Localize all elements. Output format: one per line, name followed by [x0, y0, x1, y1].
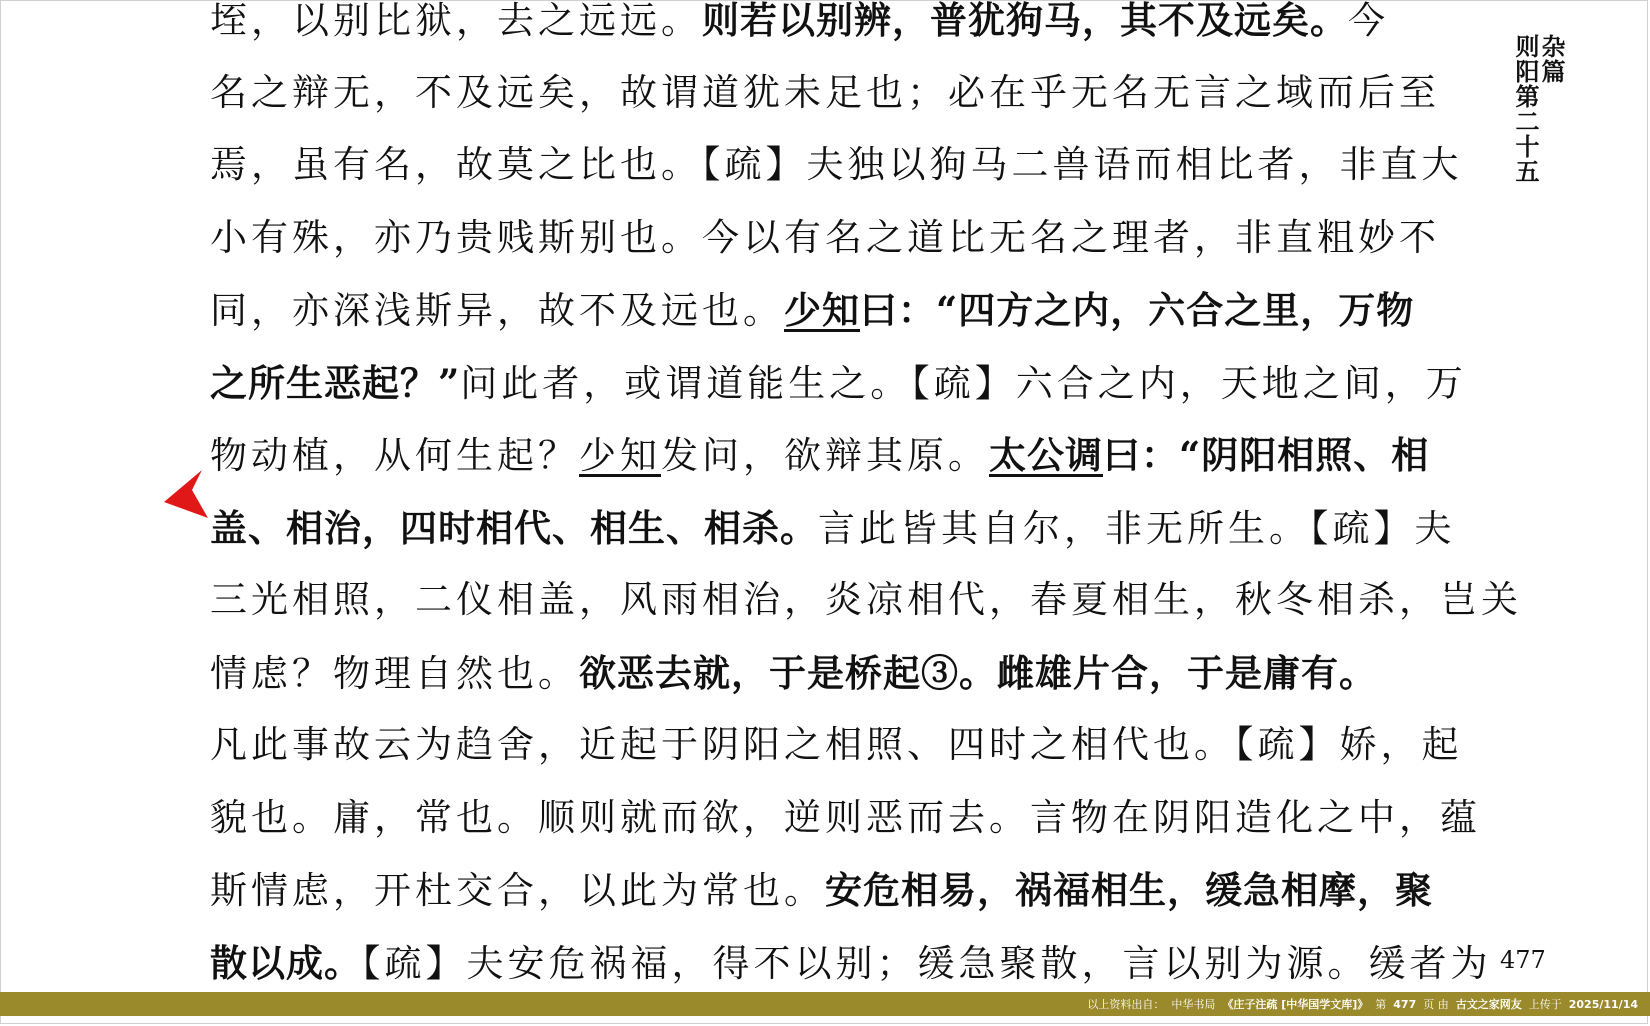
footer-page-prefix: 第: [1375, 998, 1387, 1011]
main-text: 则若以别辨，普犹狗马，其不及远矣。: [702, 0, 1348, 42]
commentary-text: 貌也。庸，常也。顺则就而欲，逆则恶而去。言物在阴阳造化之中，蕴: [210, 795, 1481, 839]
commentary-text: 发问，欲辩其原。: [661, 434, 989, 477]
commentary-text: 同，亦深浅斯异，故不及远也。: [210, 289, 784, 332]
text-line: [210, 433, 1429, 477]
commentary-text: 小有殊，亦乃贵贱斯别也。今以有名之道比无名之理者，非直粗妙不: [210, 215, 1440, 259]
footer-book: 《庄子注疏 [中华国学文库]》: [1222, 998, 1369, 1011]
main-text: 之所生恶起？”: [210, 360, 461, 405]
main-text: 曰：“阴阳相照、相: [1103, 433, 1430, 477]
commentary-text: 情虑？物理自然也。: [210, 651, 579, 695]
underlined-name: 少知: [784, 288, 860, 332]
text-line: [210, 941, 1492, 985]
main-text: 欲恶去就，于是桥起③。雌雄片合，于是庸有。: [579, 650, 1377, 695]
commentary-text: 物动植，从何生起？: [210, 434, 579, 477]
text-line: [210, 868, 1433, 912]
underlined-name: 太公调: [989, 433, 1103, 477]
text-line: [210, 288, 1414, 332]
red-arrow-pointer-icon: [162, 468, 210, 520]
commentary-text: 【疏】夫安危祸福，得不以别；缓急聚散，言以别为源。缓者为: [362, 941, 1492, 985]
footer-uploaded-label: 上传于: [1528, 998, 1562, 1011]
text-line: [210, 578, 1522, 622]
main-text: 曰：“四方之内，六合之里，万物: [860, 288, 1415, 332]
text-line: [210, 0, 1389, 42]
commentary-text: 焉，虽有名，故莫之比也。【疏】夫独以狗马二兽语而相比者，非直大: [210, 143, 1463, 186]
footer-date: 2025/11/14: [1568, 997, 1638, 1011]
footer-uploader: 古文之家网友: [1455, 998, 1522, 1011]
commentary-text: 凡此事故云为趋舍，近起于阴阳之相照、四时之相代也。【疏】娇，起: [210, 723, 1463, 766]
text-line: [210, 216, 1440, 260]
commentary-text: 言此皆其自尔，非无所生。【疏】夫: [818, 506, 1456, 550]
underlined-name: 少知: [579, 434, 661, 477]
main-text: 散以成。: [210, 940, 362, 985]
running-head-part: 杂篇: [1537, 34, 1566, 84]
text-line: [210, 723, 1463, 767]
footer-source-label: 以上资料出自：: [1087, 998, 1165, 1011]
commentary-text: 三光相照，二仪相盖，风雨相治，炎凉相代，春夏相生，秋冬相杀，岂关: [210, 578, 1522, 621]
text-line: [210, 506, 1456, 550]
commentary-text: 名之辩无，不及远矣，故谓道犹未足也；必在乎无名无言之域而后至: [210, 70, 1440, 114]
commentary-text: 问此者，或谓道能生之。【疏】六合之内，天地之间，万: [460, 361, 1467, 405]
running-head-chapter: 则阳第二十五: [1511, 34, 1540, 184]
text-line: [210, 361, 1467, 405]
text-line: [210, 143, 1463, 187]
footer-bar: [0, 992, 1650, 1016]
text-line: [210, 796, 1481, 840]
commentary-text: 垤，以别比狱，去之远远。: [210, 0, 702, 42]
footer-page-suffix: 页 由: [1423, 998, 1449, 1011]
footer-publisher: 中华书局: [1171, 998, 1216, 1011]
text-line: [210, 71, 1440, 115]
page-number: 477: [1500, 946, 1546, 974]
footer-page: 477: [1393, 997, 1417, 1011]
commentary-text: 今: [1348, 0, 1389, 42]
main-text: 盖、相治，四时相代、相生、相杀。: [210, 505, 818, 550]
text-line: [210, 651, 1377, 695]
commentary-text: 斯情虑，开杜交合，以此为常也。: [210, 869, 825, 912]
running-head: [1512, 34, 1564, 184]
main-text: 安危相易，祸福相生，缓急相摩，聚: [825, 868, 1433, 912]
